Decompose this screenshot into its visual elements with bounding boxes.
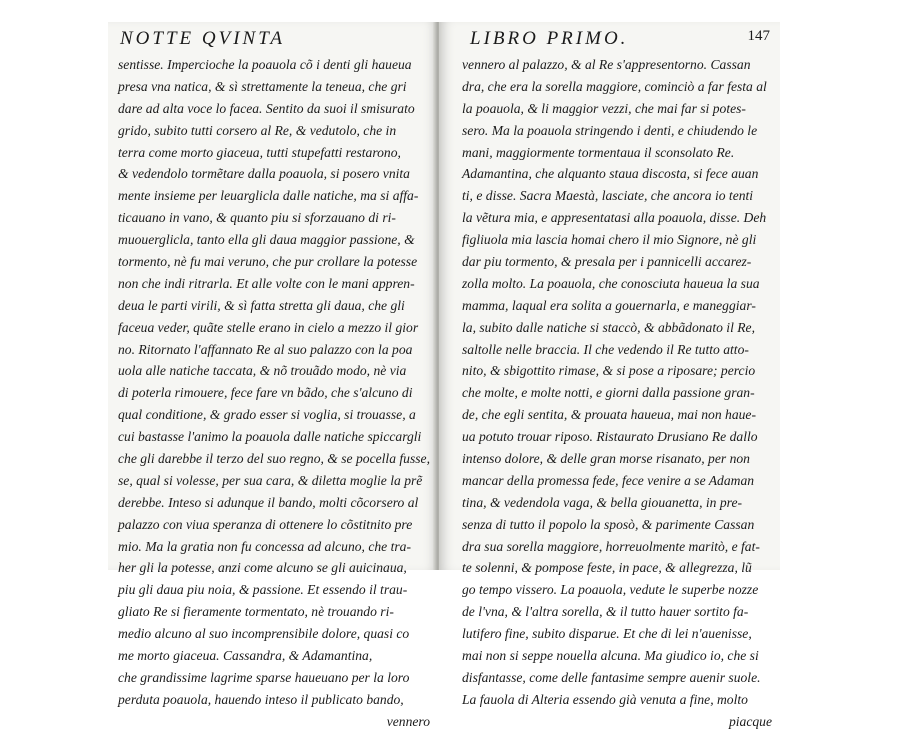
text-line: mente insieme per leuarglicla dalle natiche, ma si affa- [118, 188, 419, 204]
text-line: dra sua sorella maggiore, horreuolmente maritò, e fat- [462, 538, 760, 554]
text-line: mancar della promessa fede, fece venire a se Adaman [462, 472, 755, 488]
text-line: lutifero fine, subito disparue. Et che di lei n'auenisse, [462, 626, 752, 642]
text-line: muouerglicla, tanto ella gli daua maggior passione, & [118, 232, 415, 248]
text-line: no. Ritornato l'affannato Re al suo palazzo con la poa [118, 341, 413, 357]
text-line: uola alle natiche taccata, & nõ trouãdo modo, nè via [118, 363, 407, 379]
text-line: figliuola mia lascia homai chero il mio Signore, nè gli [462, 232, 757, 248]
text-line: vennero al palazzo, & al Re s'appresentorno. Cassan [462, 57, 751, 72]
right-text-block [462, 54, 774, 733]
text-line: piu gli daua piu noia, & passione. Et essendo il trau- [118, 582, 408, 598]
text-line: terra come morto giaceua, tutti stupefatti restarono, [118, 144, 401, 160]
text-line: derebbe. Inteso si adunque il bando, molti cõcorsero al [118, 494, 419, 510]
text-line: la vẽtura mia, e appresentatasi alla poauola, disse. Deh [462, 210, 767, 226]
text-line: ua potuto trouar riposo. Ristaurato Drusiano Re dallo [462, 429, 758, 445]
text-line: che gli darebbe il terzo del suo regno, & se pocella fusse, [118, 451, 430, 467]
catchword: vennero [386, 713, 430, 729]
text-line: faceua veder, quãte stelle erano in cielo a mezzo il gior [118, 319, 419, 335]
text-line: di poterla rimouere, fece fare vn bãdo, che s'alcuno di [118, 385, 413, 401]
text-line: la, subito dalle natiche si staccò, & abbãdonato il Re, [462, 319, 755, 335]
text-line: ti, e disse. Sacra Maestà, lasciate, che ancora io tenti [462, 188, 754, 204]
text-line: her gli la potesse, anzi come alcuno se gli auicinaua, [118, 560, 407, 576]
text-line: de l'vna, & l'altra sorella, & il tutto hauer sortito fa- [462, 604, 749, 620]
text-line: dare ad alta voce lo facea. Sentito da suoi il smisurato [118, 100, 415, 116]
text-line: La fauola di Alteria essendo già venuta a fine, molto [462, 691, 748, 707]
text-line: mamma, laqual era solita a gouernarla, e maneggiar- [462, 297, 756, 313]
text-line: go tempo vissero. La poauola, vedute le superbe nozze [462, 582, 759, 598]
text-line: & vedendolo tormẽtare dalla poauola, si posero vnita [118, 166, 410, 182]
text-line: disfantasse, come delle fantasime sempre auenir suole. [462, 669, 761, 685]
right-page [440, 22, 780, 729]
text-line: cui bastasse l'animo la poauola dalle natiche spiccargli [118, 429, 422, 445]
catchword: piacque [728, 713, 772, 729]
text-line: zolla molto. La poauola, che conosciuta haueua la sua [462, 275, 760, 291]
text-line: nito, & sbigottito rimase, & si pose a riposare; percio [462, 363, 756, 379]
text-line: intenso dolore, & delle gran morse risanato, per non [462, 451, 750, 467]
text-line: saltolle nelle braccia. Il che vedendo il Re tutto atto- [462, 341, 749, 357]
text-line: gliato Re si fieramente tormentato, nè trouando ri- [118, 604, 394, 620]
text-line: palazzo con viua speranza di ottenere lo cõstitnito pre [118, 516, 413, 532]
page-number: 147 [747, 28, 770, 44]
text-line: medio alcuno al suo incomprensibile dolore, quasi co [118, 626, 410, 642]
text-line: mio. Ma la gratia non fu concessa ad alcuno, che tra- [118, 538, 411, 554]
text-line: te solenni, & pompose feste, in pace, & allegrezza, lũ [462, 560, 752, 576]
text-line: se, qual si volesse, per sua cara, & diletta moglie la prẽ [118, 472, 423, 488]
text-line: Adamantina, che alquanto staua discosta, si fece auan [462, 166, 759, 182]
text-line: de, che egli sentita, & prouata haueua, mai non haue- [462, 407, 756, 423]
text-line: che grandissime lagrime sparse haueuano per la loro [118, 669, 410, 685]
text-line: grido, subito tutti corsero al Re, & vedutolo, che in [118, 122, 397, 138]
text-line: dar piu tormento, & presala per i pannicelli accarez- [462, 254, 752, 270]
text-line: tormento, nè fu mai veruno, che pur crollare la potesse [118, 254, 418, 270]
text-line: perduta poauola, hauendo inteso il publicato bando, [118, 691, 404, 707]
text-line: che molte, e molte notti, e giorni dalla passione gran- [462, 385, 755, 401]
text-line: me morto giaceua. Cassandra, & Adamantina, [118, 648, 373, 664]
text-line: qual conditione, & grado esser si voglia, si trouasse, a [118, 407, 416, 423]
text-line: deua le parti virili, & sì fatta stretta gli daua, che gli [118, 297, 405, 313]
text-line: dra, che era la sorella maggiore, cominciò a far festa al [462, 78, 767, 94]
left-page [108, 22, 439, 729]
text-line: non che indi ritrarla. Et alle volte con le mani appren- [118, 275, 415, 291]
left-running-head: NOTTE QVINTA [120, 28, 285, 49]
text-line: sentisse. Impercioche la poauola cõ i denti gli haueua [118, 57, 412, 72]
text-line: mai non si seppe nouella alcuna. Ma giudico io, che si [462, 648, 759, 664]
text-line: la poauola, & li maggior vezzi, che mai far si potes- [462, 100, 746, 116]
text-line: senza di tutto il popolo la sposò, & parimente Cassan [462, 516, 755, 532]
text-line: sero. Ma la poauola stringendo i denti, e chiudendo le [462, 122, 758, 138]
text-line: ticauano in vano, & quanto piu si sforzauano di ri- [118, 210, 396, 226]
right-running-head: LIBRO PRIMO. [470, 28, 629, 49]
text-line: tina, & vedendola vaga, & bella giouanetta, in pre- [462, 494, 743, 510]
left-text-block [118, 54, 432, 733]
text-line: mani, maggiormente tormentaua il sconsolato Re. [462, 144, 735, 160]
text-line: presa vna natica, & sì strettamente la teneua, che gri [118, 78, 407, 94]
